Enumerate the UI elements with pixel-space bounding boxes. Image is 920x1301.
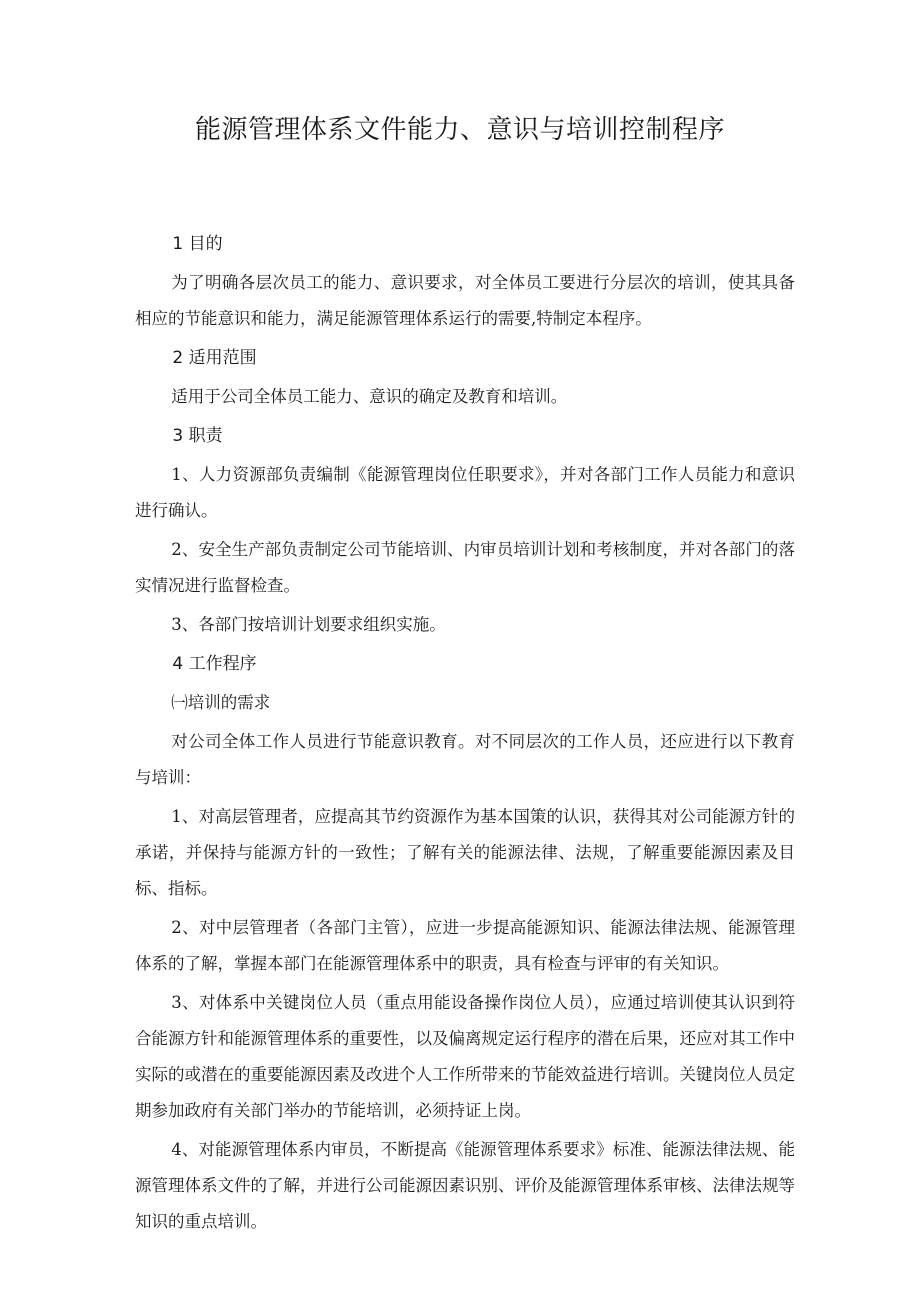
section-heading-duty: 3 职责	[172, 426, 223, 446]
paragraph-duty-1: 1、人力资源部负责编制《能源管理岗位任职要求》，并对各部门工作人员能力和意识进行确认。	[135, 465, 795, 520]
section-heading-purpose: 1 目的	[172, 234, 223, 254]
paragraph-needs-4: 4、对能源管理体系内审员，不断提高《能源管理体系要求》标准、能源法律法规、能源管理体系文件的了解，并进行公司能源因素识别、评价及能源管理体系审核、法律法规等知识的重点培训。	[135, 1140, 795, 1231]
section-heading-procedure: 4 工作程序	[172, 654, 257, 674]
paragraph-needs-intro: 对公司全体工作人员进行节能意识教育。对不同层次的工作人员，还应进行以下教育与培训：	[135, 732, 795, 787]
paragraph-needs-3: 3、对体系中关键岗位人员（重点用能设备操作岗位人员），应通过培训使其认识到符合能源方针和能源管理体系的重要性，以及偏离规定运行程序的潜在后果，还应对其工作中实际的或潜在的重要能源因素及改进个人工作所带来的节能效益进行培训。关键岗位人员定期参加政府有关部门举办的节能培训，必须持证上岗。	[135, 993, 795, 1120]
paragraph-needs-2: 2、对中层管理者（各部门主管），应进一步提高能源知识、能源法律法规、能源管理体系的了解，掌握本部门在能源管理体系中的职责，具有检查与评审的有关知识。	[135, 918, 795, 973]
paragraph-duty-3: 3、各部门按培训计划要求组织实施。	[171, 615, 446, 634]
paragraph-needs-1: 1、对高层管理者，应提高其节约资源作为基本国策的认识，获得其对公司能源方针的承诺，并保持与能源方针的一致性；了解有关的能源法律、法规，了解重要能源因素及目标、指标。	[135, 807, 795, 898]
document-title: 能源管理体系文件能力、意识与培训控制程序	[194, 115, 725, 145]
paragraph-duty-2: 2、安全生产部负责制定公司节能培训、内审员培训计划和考核制度，并对各部门的落实情况进行监督检查。	[135, 540, 795, 595]
subsection-heading-needs: ㈠培训的需求	[171, 693, 271, 712]
document-body	[135, 226, 795, 1243]
paragraph-purpose: 为了明确各层次员工的能力、意识要求，对全体员工要进行分层次的培训，使其具备相应的节能意识和能力，满足能源管理体系运行的需要,特制定本程序。	[135, 273, 795, 328]
section-heading-scope: 2 适用范围	[172, 348, 257, 368]
paragraph-scope: 适用于公司全体员工能力、意识的确定及教育和培训。	[171, 387, 568, 406]
